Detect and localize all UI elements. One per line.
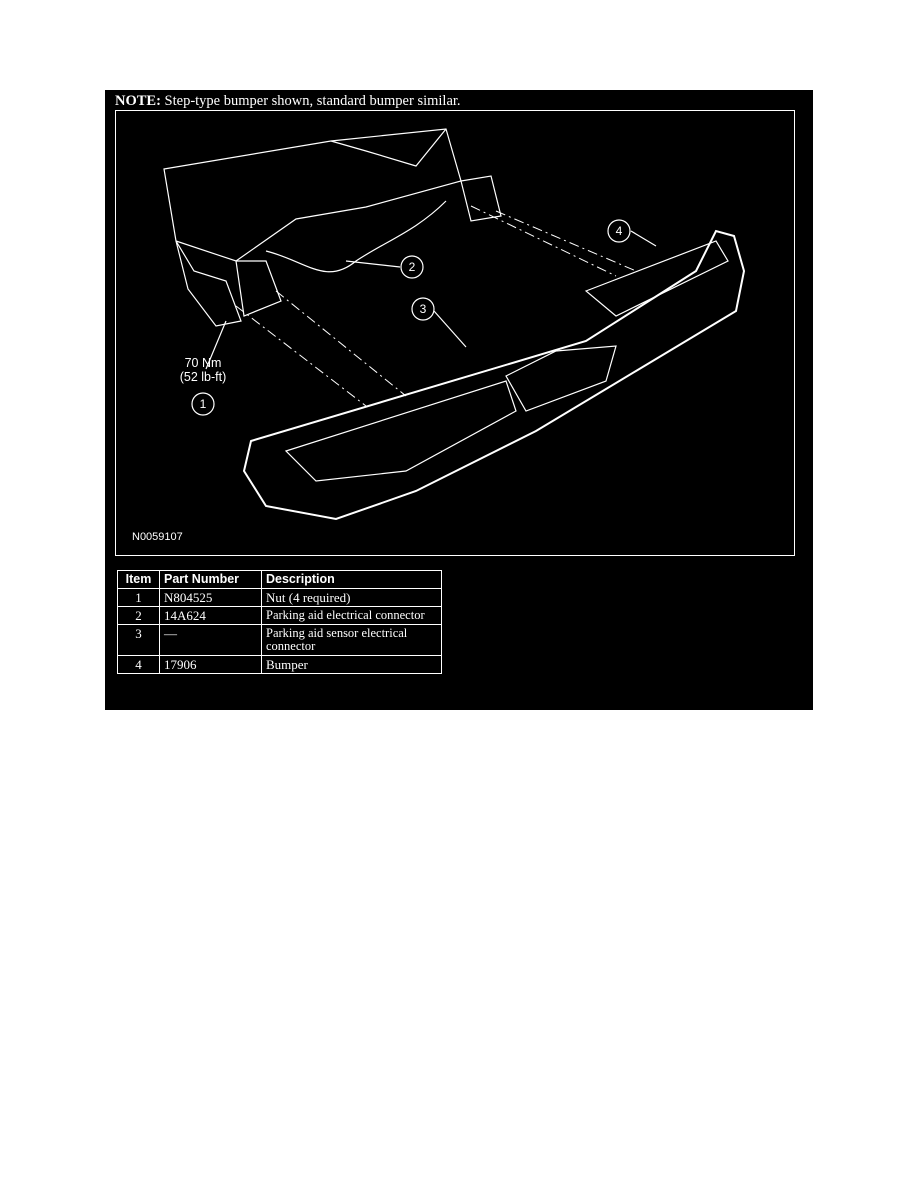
left-mount-plate-drawing — [236, 261, 281, 316]
table-row — [118, 656, 442, 674]
frame-rail-drawing — [164, 129, 461, 261]
alignment-line-2 — [276, 291, 406, 396]
figure-id: N0059107 — [132, 531, 183, 543]
right-step-pad-drawing — [586, 241, 728, 316]
row-part-number: — — [160, 625, 262, 656]
row-description: Parking aid electrical connector — [262, 607, 442, 625]
row-item: 4 — [118, 656, 160, 674]
bumper-outline-drawing — [244, 231, 744, 519]
table-row — [118, 589, 442, 607]
callout-2-number: 2 — [408, 260, 416, 274]
alignment-line-3 — [471, 206, 616, 276]
leader-line-4 — [631, 231, 656, 246]
illustration-panel — [105, 90, 813, 710]
center-step-recess-drawing — [506, 346, 616, 411]
row-item: 3 — [118, 625, 160, 656]
bumper-drawing — [116, 111, 794, 555]
note-label: NOTE: — [115, 93, 161, 109]
row-description: Nut (4 required) — [262, 589, 442, 607]
row-part-number: N804525 — [160, 589, 262, 607]
table-header-row — [118, 571, 442, 589]
right-mount-plate-drawing — [461, 176, 501, 221]
table-row — [118, 625, 442, 656]
torque-nm-label: 70 Nm — [184, 356, 222, 370]
row-part-number: 14A624 — [160, 607, 262, 625]
row-description: Bumper — [262, 656, 442, 674]
row-part-number: 17906 — [160, 656, 262, 674]
callout-1-number: 1 — [199, 397, 207, 411]
bumper-figure — [115, 110, 795, 556]
callout-3-number: 3 — [419, 302, 427, 316]
header-description: Description — [262, 571, 442, 589]
leader-line-3 — [434, 311, 466, 347]
leader-line-2 — [346, 261, 400, 267]
note-line — [115, 93, 461, 110]
callout-4-number: 4 — [615, 224, 623, 238]
torque-lbft-label: (52 lb-ft) — [179, 370, 227, 384]
row-description: Parking aid sensor electrical connector — [262, 625, 442, 656]
header-item: Item — [118, 571, 160, 589]
table-row — [118, 607, 442, 625]
row-item: 2 — [118, 607, 160, 625]
row-item: 1 — [118, 589, 160, 607]
parts-table — [117, 570, 442, 674]
note-text: Step-type bumper shown, standard bumper similar. — [160, 93, 461, 109]
header-part-number: Part Number — [160, 571, 262, 589]
left-bracket-drawing — [176, 241, 241, 326]
wiring-harness-drawing — [266, 201, 446, 272]
alignment-line-1 — [236, 306, 366, 406]
